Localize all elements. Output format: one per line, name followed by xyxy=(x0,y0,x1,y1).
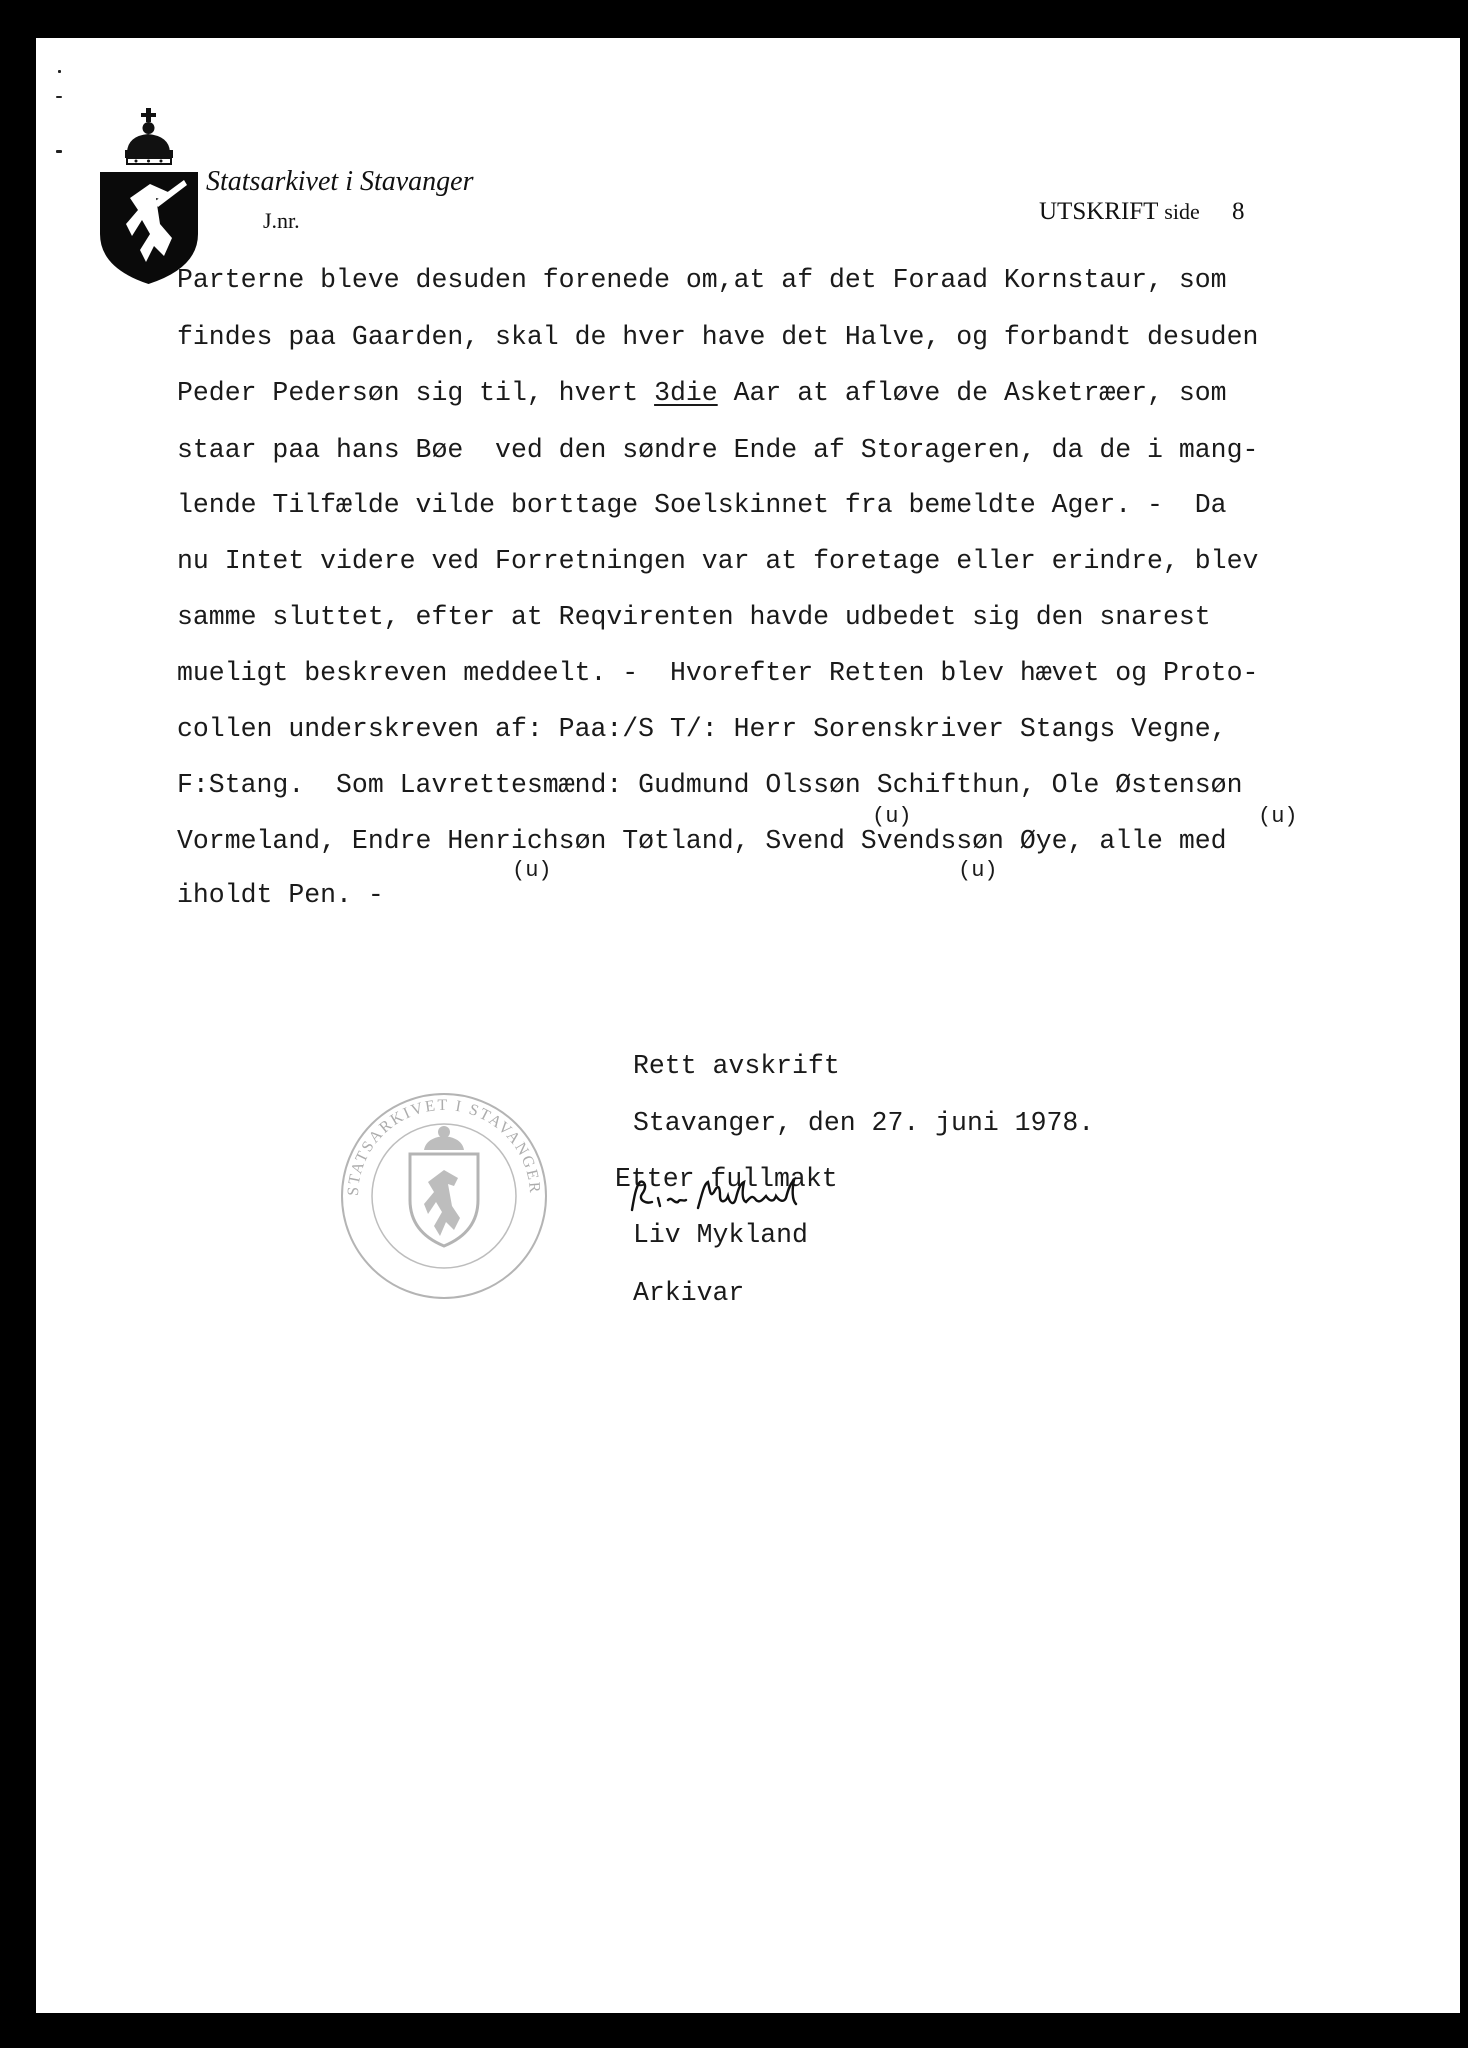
signature-mark: (u) xyxy=(1258,804,1298,829)
body-line-end: Aar at afløve de Asketræer, som xyxy=(717,378,1227,408)
signature-mark: (u) xyxy=(512,858,552,883)
official-stamp xyxy=(338,1090,550,1302)
body-line-start: Peder Pedersøn sig til, hvert xyxy=(177,378,655,408)
utskrift-label: UTSKRIFT xyxy=(1039,198,1159,225)
stamp-text: STATSARKIVET I STAVANGER xyxy=(344,1096,544,1197)
signature-mark: (u) xyxy=(872,804,912,829)
scan-edge-mark xyxy=(56,150,62,153)
handwritten-signature xyxy=(628,1176,818,1220)
body-line: findes paa Gaarden, skal de hver have det Halve, og forbandt desuden xyxy=(177,322,1259,352)
body-line xyxy=(177,378,1227,408)
body-line: F:Stang. Som Lavrettesmænd: Gudmund Olssøn Schifthun, Ole Østensøn xyxy=(177,770,1243,800)
page-header-utskrift xyxy=(1039,198,1244,226)
page-number: 8 xyxy=(1231,198,1245,225)
underlined-word: 3die xyxy=(654,378,718,408)
signer-name: Liv Mykland xyxy=(633,1220,808,1250)
document-page xyxy=(36,38,1460,2013)
scan-edge-mark xyxy=(58,70,61,73)
signer-title: Arkivar xyxy=(633,1278,745,1308)
institution-name: Statsarkivet i Stavanger xyxy=(206,166,474,197)
place-date: Stavanger, den 27. juni 1978. xyxy=(633,1108,1095,1138)
signature-mark: (u) xyxy=(958,858,998,883)
body-line: iholdt Pen. - xyxy=(177,880,384,910)
journal-number-label: J.nr. xyxy=(263,208,300,233)
body-line: nu Intet videre ved Forretningen var at foretage eller erindre, blev xyxy=(177,546,1259,576)
body-line: samme sluttet, efter at Reqvirenten havde udbedet sig den snarest xyxy=(177,602,1211,632)
body-line: collen underskreven af: Paa:/S T/: Herr Sorenskriver Stangs Vegne, xyxy=(177,714,1227,744)
authority-text: Etter fullmakt xyxy=(615,1164,838,1194)
body-line: staar paa hans Bøe ved den søndre Ende af Storageren, da de i mang- xyxy=(177,435,1259,465)
coat-of-arms-icon xyxy=(94,106,206,286)
certification-text: Rett avskrift xyxy=(633,1051,840,1081)
body-line: mueligt beskreven meddeelt. - Hvorefter Retten blev hævet og Proto- xyxy=(177,658,1259,688)
body-line: lende Tilfælde vilde borttage Soelskinnet fra bemeldte Ager. - Da xyxy=(177,490,1227,520)
scan-edge-mark xyxy=(56,96,62,98)
side-label: side xyxy=(1164,199,1200,224)
body-line: Vormeland, Endre Henrichsøn Tøtland, Svend Svendssøn Øye, alle med xyxy=(177,826,1227,856)
body-line: Parterne bleve desuden forenede om,at af det Foraad Kornstaur, som xyxy=(177,265,1227,295)
